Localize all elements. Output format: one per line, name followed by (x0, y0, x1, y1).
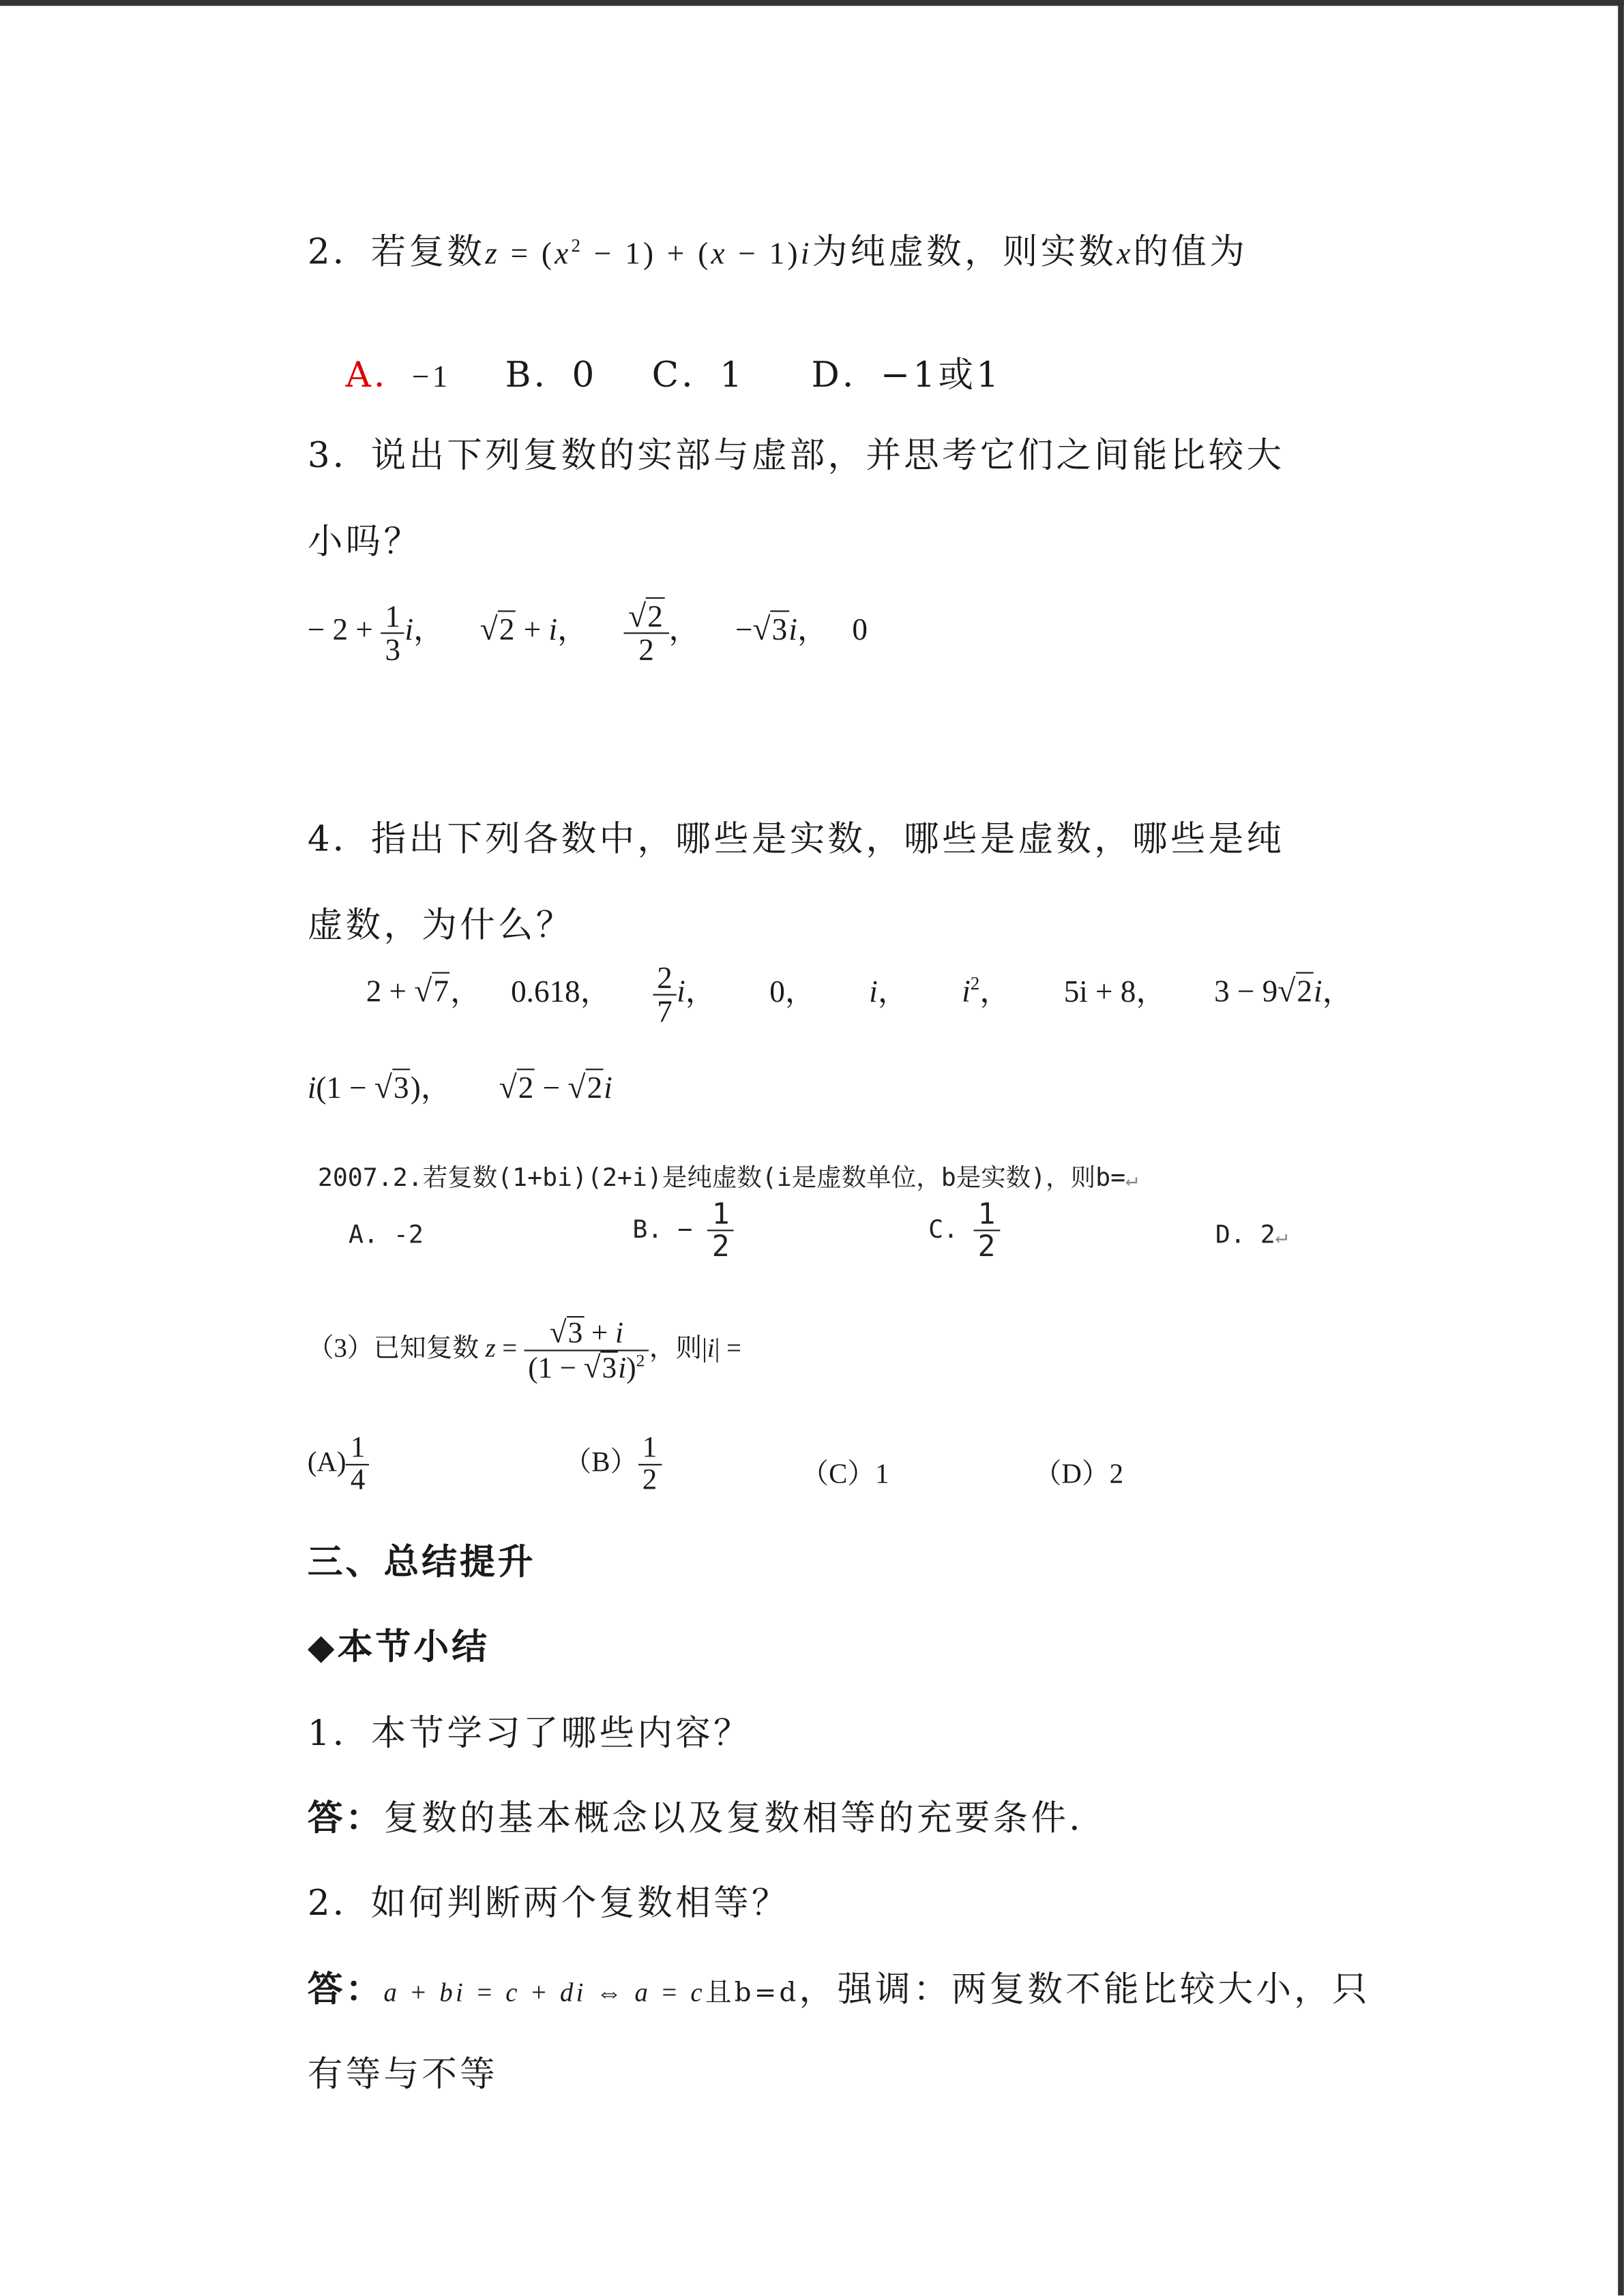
q2-option-c: C．1 (651, 354, 745, 396)
q2-option-a-label: A． (345, 354, 412, 396)
q4-line2: 虚数，为什么？ (307, 904, 574, 946)
q2-options (346, 346, 1002, 397)
q2-option-a-value: −1 (411, 358, 451, 394)
summary-question-2: 2．如何判断两个复数相等？ (307, 1882, 790, 1924)
q3-num-5: 0 (852, 612, 868, 647)
q3b-option-c: （C）1 (801, 1459, 889, 1491)
return-mark-icon: ↵ (1275, 1225, 1288, 1249)
summary-question-1: 1．本节学习了哪些内容？ (307, 1712, 752, 1754)
q2007-option-d: D. 2↵ (1215, 1221, 1288, 1251)
q3-num-3: $\frac{√ 2}{2}$ (624, 612, 669, 647)
q3-line2: 小吗？ (307, 521, 422, 563)
summary-answer-2-line2: 有等与不等 (307, 2053, 498, 2096)
q2-option-b: B．0 (505, 354, 597, 396)
q2-formula: $z = (x^2 - 1) + (x - 1)i$ (485, 235, 812, 271)
q4-num-4: 0 (769, 974, 785, 1009)
q2-line (308, 222, 1247, 273)
q4-num-2: 0.618 (511, 974, 580, 1009)
q4-num-1: 2 + √ 7 (366, 974, 450, 1009)
q2007-stem: 2007.2.若复数(1+bi)(2+i)是纯虚数(i是虚数单位，b是实数)，则b=↵ (317, 1163, 1138, 1193)
q2007-option-c: C. $\frac{1}{2}$ (928, 1199, 1000, 1262)
q4-num-9: i(1 − √ 3 ) (307, 1069, 421, 1105)
q4-num-7: 5i + 8 (1063, 974, 1136, 1009)
q3b-option-a: (A) $\frac{1}{4}$ (308, 1433, 370, 1496)
q3-num-2: √ 2 + i (479, 610, 558, 647)
q4-line1: 4．指出下列各数中，哪些是实数，哪些是虚数，哪些是纯 (307, 818, 1285, 860)
q2-suffix-b: 的值为 (1133, 231, 1248, 273)
q3-num-4: −√ 3 i (735, 610, 797, 647)
q2007-option-b: B. − $\frac{1}{2}$ (632, 1199, 734, 1262)
q4-numbers-row2: i(1 − √ 3 )， √ 2 − √ 2 i (307, 1069, 612, 1105)
summary-heading: 三、总结提升 (307, 1541, 536, 1583)
q4-num-6: $i^2$ (962, 974, 980, 1009)
q3-num-1: − 2 + $\frac{1}{3}$ i (307, 598, 414, 668)
q4-num-10: √ 2 − √ 2 i (499, 1069, 612, 1105)
q2-var-x: x (1117, 235, 1134, 271)
q4-num-3: $\frac{2}{7}$ i (653, 974, 685, 1009)
q2-suffix-a: 为纯虚数，则实数 (812, 231, 1117, 273)
q2-option-d: D．−1或1 (811, 354, 1002, 396)
return-mark-icon: ↵ (1125, 1168, 1138, 1192)
summary-answer-2: 答：a + bi = c + di ⇔ a = c且b=d，强调：两复数不能比较大小，只 (307, 1969, 1370, 2010)
q4-num-5: i (869, 974, 878, 1009)
q3b-stem: （3）已知复数 z = $\frac{√ 3 + i}{(1 - √ 3 i)^2}$ ，则|i| = (307, 1314, 741, 1385)
q3-line1: 3．说出下列复数的实部与虚部，并思考它们之间能比较大 (307, 434, 1285, 476)
q4-num-8: 3 − 9√ 2 i (1214, 972, 1323, 1009)
q3b-option-b: （B） $\frac{1}{2}$ (564, 1433, 662, 1496)
q4-numbers-row1: 2 + √ 7 ， 0.618， $\frac{2}{7}$ i， 0， i， $i^2$， 5i + 8， 3 − 9√ 2 i， (366, 960, 1353, 1030)
q3b-option-d: （D）2 (1033, 1459, 1124, 1491)
q2-prefix: 2．若复数 (307, 231, 486, 273)
q3-numbers: − 2 + $\frac{1}{3}$ i， √ 2 + i， $\frac{√ 2}{2}$ ， −√ 3 i， 0 (307, 597, 868, 668)
summary-subheading: ◆本节小结 (307, 1626, 490, 1668)
summary-answer-1: 答：复数的基本概念以及复数相等的充要条件. (307, 1798, 1083, 1839)
q2007-option-a: A. -2 (348, 1221, 424, 1251)
